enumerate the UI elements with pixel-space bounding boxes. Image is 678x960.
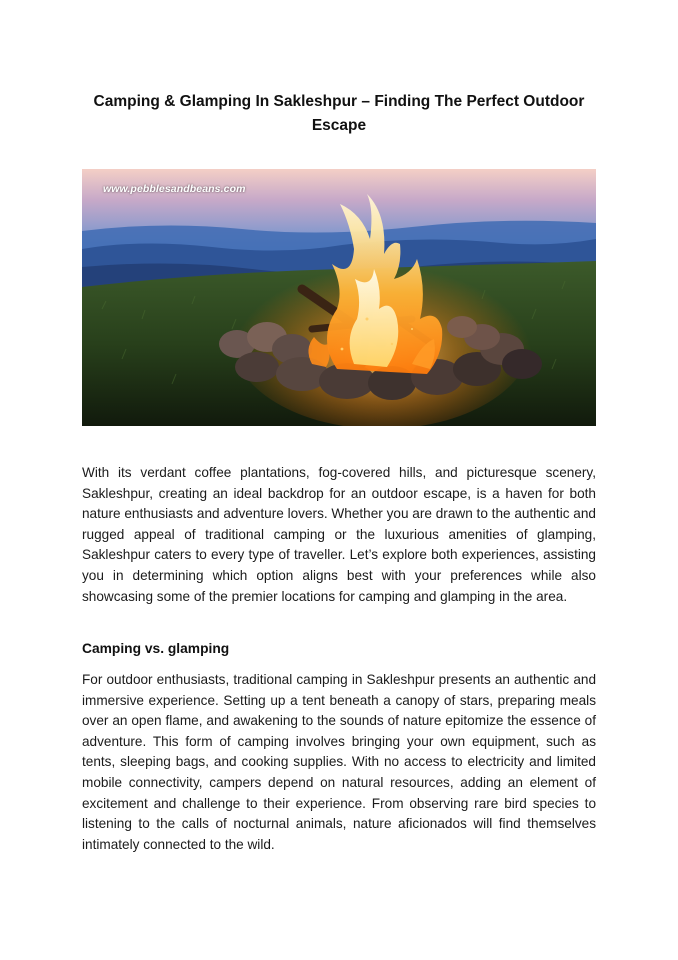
campfire-photo: [82, 169, 596, 426]
section-heading: Camping vs. glamping: [82, 641, 230, 656]
page-title: Camping & Glamping In Sakleshpur – Finding The Perfect Outdoor Escape: [93, 93, 585, 135]
watermark-text: www.pebblesandbeans.com: [103, 183, 246, 195]
camping-paragraph: For outdoor enthusiasts, traditional camping in Sakleshpur presents an authentic and immersive experience. Setting up a tent beneath a canopy of stars, preparing meals over an open flame, and awakening to the sounds of nature epitomize the essence of adventure. This form of camping involves bringing your own equipment, such as tents, sleeping bags, and cooking supplies. With no access to electricity and limited mobile connectivity, campers depend on natural resources, adding an element of excitement and challenge to their experience. From observing rare bird species to listening to the calls of nocturnal animals, nature aficionados will find themselves intimately connected to the wild.: [82, 672, 596, 852]
hero-image: [82, 169, 596, 426]
intro-paragraph: With its verdant coffee plantations, fog-covered hills, and picturesque scenery, Sakleshpur, creating an ideal backdrop for an outdoor escape, is a haven for both nature enthusiasts and adventure lovers. Whether you are drawn to the authentic and rugged appeal of traditional camping or the luxurious amenities of glamping, Sakleshpur caters to every type of traveller. Let’s explore both experiences, assisting you in determining which option aligns best with your preferences while also showcasing some of the premier locations for camping and glamping in the area.: [82, 465, 596, 604]
